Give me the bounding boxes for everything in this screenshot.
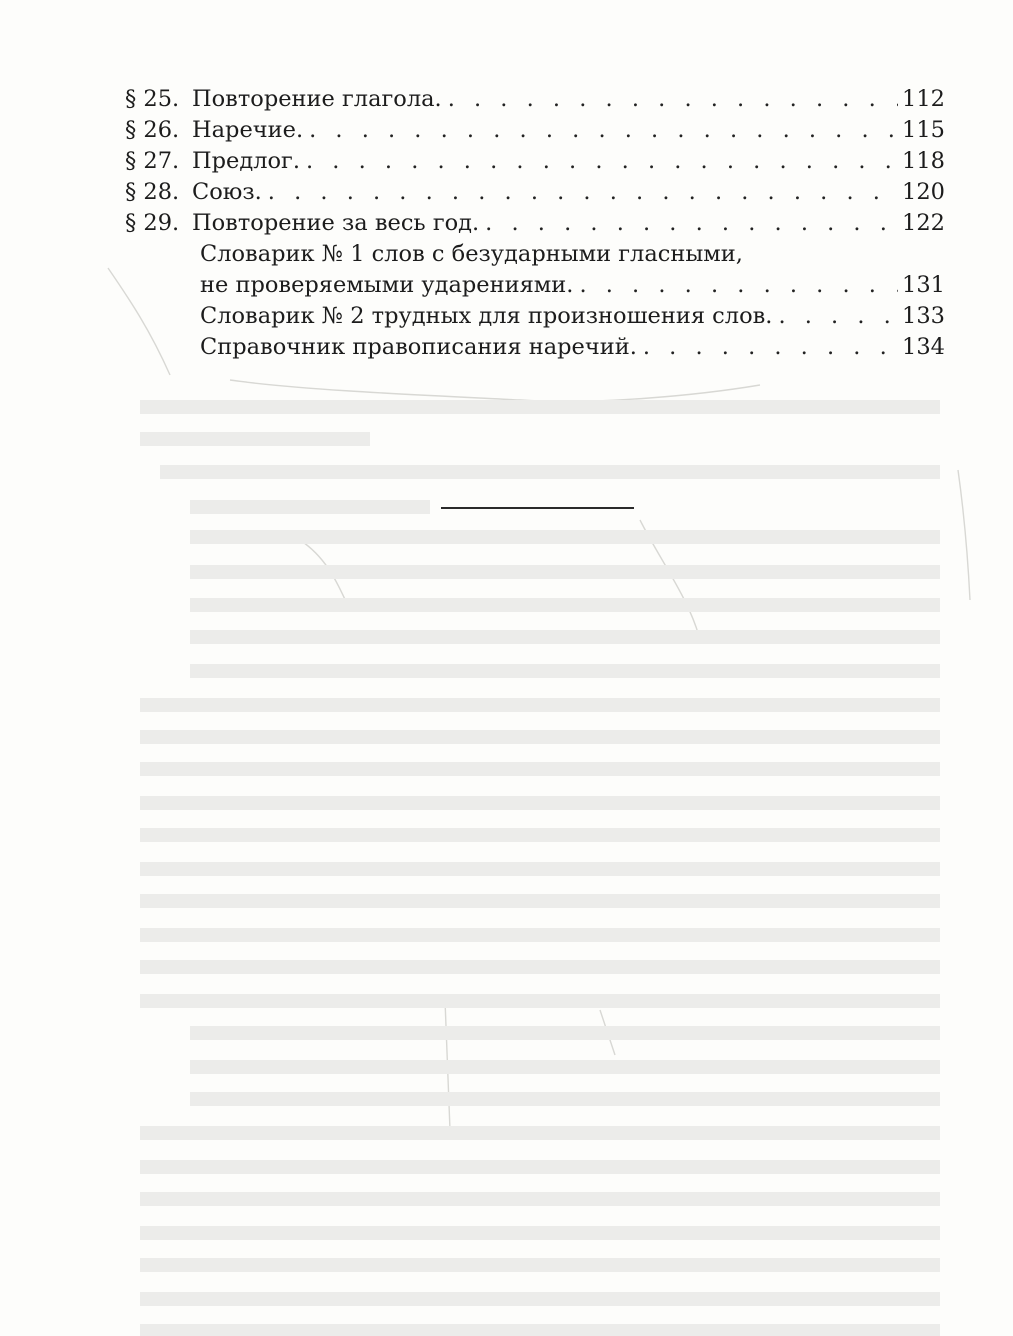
toc-leader-dots [485,208,898,239]
toc-entry [125,208,945,239]
toc-entry [125,301,945,332]
toc-entry [125,332,945,363]
toc-entry-title: Наречие. [192,117,304,143]
reference-title: Справочник правописания наречий. [200,334,637,360]
toc-entry-page: 118 [902,148,945,174]
toc-entry-page: 133 [902,303,945,329]
toc-leader-dots [643,332,898,363]
toc-entry-number: § 29. [125,210,180,236]
dictionary-1-title-line: Словарик № 1 слов с безударными гласными, [200,241,743,267]
toc-leader-dots [309,115,898,146]
table-of-contents [125,84,945,363]
toc-entry-page: 122 [902,210,945,236]
toc-entry-page: 131 [902,272,945,298]
toc-entry [125,270,945,301]
toc-entry-number: § 27. [125,148,180,174]
toc-entry-page: 115 [902,117,945,143]
toc-entry-page: 134 [902,334,945,360]
dictionary-2-title: Словарик № 2 трудных для произношения слов. [200,303,773,329]
toc-entry-page: 120 [902,179,945,205]
toc-entry [125,177,945,208]
toc-entry [125,84,945,115]
toc-entry-number: § 28. [125,179,180,205]
toc-leader-dots [579,270,898,301]
toc-entry [125,115,945,146]
toc-entry [125,146,945,177]
toc-entry-number: § 26. [125,117,180,143]
dictionary-1-title-continuation: не проверяемыми ударениями. [200,272,574,298]
toc-entry-title: Предлог. [192,148,300,174]
toc-entry-title: Повторение глагола. [192,86,442,112]
toc-leader-dots [448,84,898,115]
section-divider [441,507,634,509]
toc-leader-dots [306,146,898,177]
toc-entry-title: Союз. [192,179,262,205]
toc-entry-number: § 25. [125,86,180,112]
toc-leader-dots [268,177,898,208]
toc-leader-dots [778,301,898,332]
toc-entry-title: Повторение за весь год. [192,210,480,236]
toc-entry-page: 112 [902,86,945,112]
